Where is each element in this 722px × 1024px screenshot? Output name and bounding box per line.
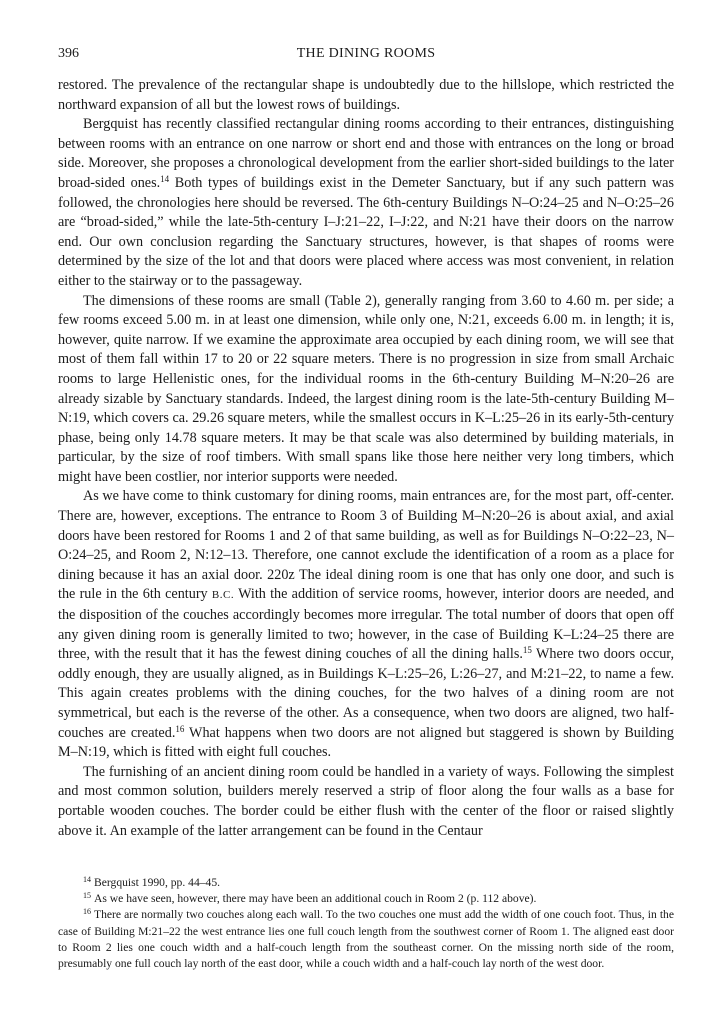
footnote-16 bbox=[58, 907, 674, 972]
paragraph-2-part-a: Bergquist has recently classified rectangular dining rooms according to their entrances, distinguishing between rooms with an entrance on one narrow or short end and those with entrances on the long or broad side. Moreover, she proposes a chronological development from the earlier short-sided buildings to the later broad-sided ones. bbox=[58, 116, 674, 191]
page-number: 396 bbox=[58, 46, 79, 61]
paragraph-4-part-d: What happens when two doors are not aligned but staggered is shown by Building M–N:19, which is fitted with eight full couches. bbox=[58, 724, 674, 761]
body-text bbox=[58, 76, 674, 841]
paragraph-2-part-b: Both types of buildings exist in the Demeter Sanctuary, but if any such pattern was followed, the chronologies here should be reversed. The 6th-century Buildings N–O:24–25 and N–O:25–26 are “broad-sided,” while the late-5th-century I–J:21–22, I–J:22, and N:21 have their doors on the narrow end. Our own conclusion regarding the Sanctuary structures, however, is that shapes of rooms were determined by the size of the lot and that doors were placed where access was most convenient, in relation either to the stairway or to the passageway. bbox=[58, 174, 674, 289]
paragraph-4 bbox=[58, 487, 674, 762]
footnote-ref-14: 14 bbox=[160, 173, 170, 184]
paragraph-4-part-c: Where two doors occur, oddly enough, they are usually aligned, as in Buildings K–L:25–26, L:26–27, and M:21–22, to name a few. This again creates problems with the dining couches, for the two halves of a dining room are not symmetrical, but each is the reverse of the other. As a consequence, when two doors are aligned, two half-couches are created. bbox=[58, 646, 674, 741]
paragraph-4-part-b: With the addition of service rooms, however, interior doors are needed, and the disposition of the couches accordingly becomes more irregular. The total number of doors that open off any given dining room is generally limited to two; however, in the case of Building K–L:24–25 there are three, with the result that it has the fewest dining couches of all the dining halls. bbox=[58, 586, 674, 663]
bc-abbreviation: B.C. bbox=[211, 589, 235, 602]
paragraph-1: restored. The prevalence of the rectangular shape is undoubtedly due to the hillslope, which restricted the northward expansion of all but the lowest rows of buildings. bbox=[58, 77, 674, 113]
paragraph-4-part-a: As we have come to think customary for dining rooms, main entrances are, for the most part, off-center. There are, however, exceptions. The entrance to Room 3 of Building M–N:20–26 is about axial, and axial doors have been restored for Rooms 1 and 2 of that same building, as well as for Buildings N–O:22–23, N–O:24–25, and Room 2, N:12–13. Therefore, one cannot exclude the identification of a room as a place for dining because it has an axial door. 220z The ideal dining room is one that has only one door, and such is the rule in the 6th century bbox=[58, 488, 674, 603]
footnote-ref-15: 15 bbox=[522, 645, 532, 656]
footnote-14 bbox=[58, 875, 674, 891]
footnote-15 bbox=[58, 891, 674, 907]
paragraph-2 bbox=[58, 115, 674, 291]
footnote-text: Bergquist 1990, pp. 44–45. bbox=[94, 876, 221, 889]
footnote-text: There are normally two couches along each wall. To the two couches one must add the width of one couch foot. Thus, in the case of Building M:21–22 the west entrance lies one full couch length from the southwest corner of Room 1. The aligned east door to Room 2 lies one couch width and a half-couch length from the southeast corner. On the missing north side of the room, presumably one full couch lay north of the east door, while a couch width and a half-couch lay north of the west door. bbox=[58, 908, 674, 971]
footnote-text: As we have seen, however, there may have been an additional couch in Room 2 (p. 112 above). bbox=[94, 892, 537, 906]
footnote-number: 16 bbox=[83, 907, 91, 917]
footnote-number: 15 bbox=[83, 891, 91, 901]
footnote-ref-16: 16 bbox=[175, 723, 185, 734]
running-head: THE DINING ROOMS bbox=[296, 46, 436, 61]
page-header bbox=[58, 46, 674, 66]
footnote-number: 14 bbox=[83, 875, 91, 884]
paragraph-5: The furnishing of an ancient dining room could be handled in a variety of ways. Following the simplest and most common solution, builders merely reserved a strip of floor along the four walls as a base for portable wooden couches. The border could be either flush with the center of the floor or raised slightly above it. An example of the latter arrangement can be found in the Centaur bbox=[58, 763, 674, 839]
footnotes bbox=[58, 875, 674, 972]
paragraph-3: The dimensions of these rooms are small (Table 2), generally ranging from 3.60 to 4.60 m. per side; a few rooms exceed 5.00 m. in at least one dimension, while only one, N:21, exceeds 6.00 m. in length; it is, however, quite narrow. If we examine the approximate area occupied by each dining room, we will see that most of them fall within 17 to 20 or 22 square meters. There is no progression in size from small Archaic rooms to large Hellenistic ones, for the individual rooms in the 6th-century Building M–N:20–26 are already sizable by Sanctuary standards. Indeed, the largest dining room is the late-5th-century Building M–N:19, which covers ca. 29.26 square meters, while the smallest occurs in K–L:25–26 in its early-5th-century phase, being only 14.78 square meters. It may be that scale was also determined by building materials, in particular, by the size of roof timbers. With small spans like those here neither very long timbers, which might have been costlier, nor interior supports were needed. bbox=[58, 292, 674, 485]
